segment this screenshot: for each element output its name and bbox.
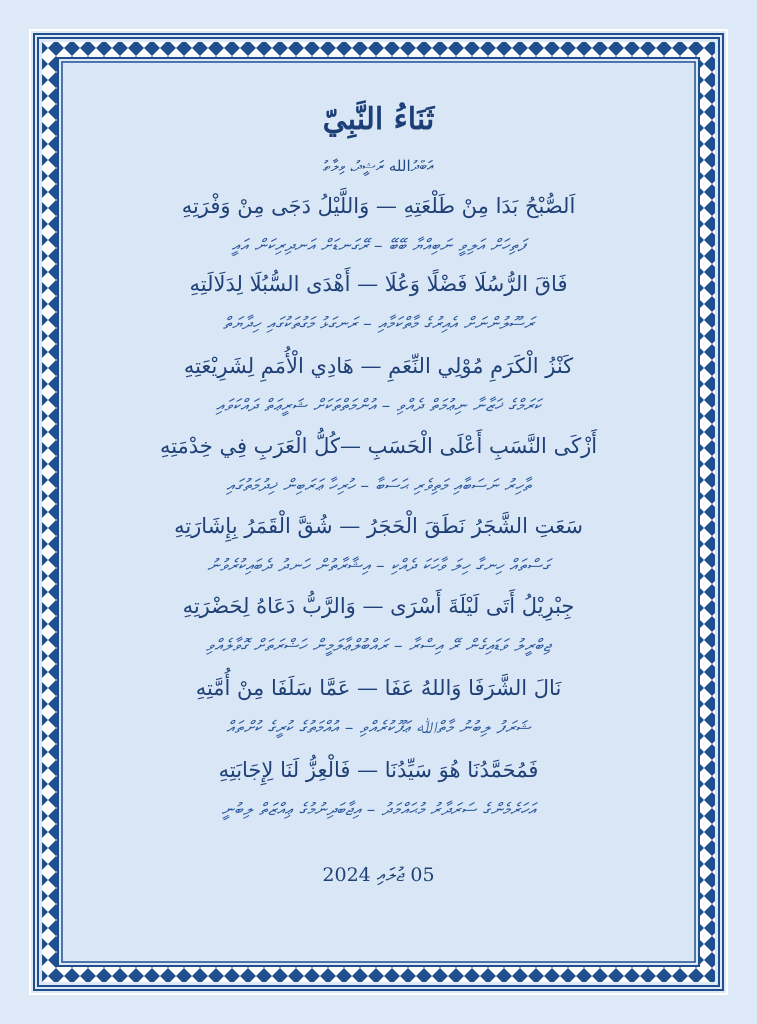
verse-translation: ގަސްތައް ހިނގާ ހިލަ ވާހަކަ ދެއްކި – އިޝާރާތުން ހަނދު ދެބައިކުރެވުނު bbox=[207, 556, 550, 576]
verse-translation: ރަސޫލުންނަށް އެއިރުގެ މާތްކަމާއި – ރަނގަޅު މަގުތަކުގައި ހިދާޔަތް bbox=[222, 314, 535, 334]
verse-arabic: فَمُحَمَّدُنَا هُوَ سَيِّدُنَا — فَالْعِزُّ لَنَا لِإِجَابَتِهِ bbox=[218, 758, 539, 782]
verse-arabic: فَاقَ الرُّسُلَا فَضْلًا وَعُلَا — أَهْدَى السُّبُلَا لِدَلَالَتِهِ bbox=[189, 272, 568, 296]
poem-panel bbox=[64, 64, 693, 960]
verse-translation: އަހަރެމެންގެ ސަރަދާރު މުޙައްމަދު – އިޖާބަދިނުމުގެ ޢިއްޒަތް ލިބުނީ bbox=[221, 800, 536, 820]
poem-author: އަބްދުالله ރަޝީދު، ވިލާތު bbox=[323, 157, 434, 175]
poem-title: ثَنَاءُ النَّبِيّ bbox=[322, 102, 435, 137]
poem-date: 05 ޖުލައި 2024 bbox=[322, 864, 435, 886]
verse-arabic: كَنْزُ الْكَرَمِ مُوْلِي النِّعَمِ — هَادِي الْأُمَمِ لِشَرِيْعَتِهِ bbox=[183, 354, 574, 378]
verse-arabic: سَعَتِ الشَّجَرُ نَطَقَ الْحَجَرُ — شُقَّ الْقَمَرُ بِإِشَارَتِهِ bbox=[174, 514, 583, 538]
verse-translation: ކަރަމްގެ ޚަޒާނާ ނިޢުމަތް ދެއްވި – އުންމަތްތަކަށް ޝަރީޢަތް ދައްކަވައި bbox=[215, 396, 542, 416]
verse-translation: ޝަރަފު ލިބުނު މާތްﷲ ޢަފޫކުރެއްވި – އުއްމަތުގެ ކުރީގެ ކުށްތައް bbox=[226, 718, 531, 738]
verse-translation: ޖިބްރީލު ވަޑައިގެން ރޭ އިސްރާ – ރައްބުލްޢާލަމީން ހަޟްރަތަށް ގޮވާލެއްވި bbox=[205, 636, 552, 656]
verse-arabic: اَلصُّبْحُ بَدَا مِنْ طَلْعَتِهِ — وَاللَّيْلُ دَجَى مِنْ وَفْرَتِهِ bbox=[181, 194, 576, 218]
verse-translation: ތާހިރު ނަސަބާއި މަތިވެރި ޙަސަބާ – ހުރިހާ ޢަރަބިން ޚިދުމަތުގައި bbox=[226, 476, 531, 496]
verse-arabic: أَزْكَى النَّسَبِ أَعْلَى الْحَسَبِ —كُلُّ الْعَرَبِ فِي خِدْمَتِهِ bbox=[159, 434, 598, 458]
verse-arabic: نَالَ الشَّرَفَا وَاللهُ عَفَا — عَمَّا سَلَفَا مِنْ أُمَّتِهِ bbox=[195, 676, 562, 700]
verse-translation: ފަތިހަށް އަލިވީ ނަބިއްޔާ ބޭބޭ – ރޭގަނޑަށް އަނދިރިކަން އައީ bbox=[231, 236, 526, 256]
verse-arabic: جِبْرِيْلُ أَتَى لَيْلَةَ أَسْرَى — وَالرَّبُّ دَعَاهُ لِحَضْرَتِهِ bbox=[182, 594, 575, 618]
